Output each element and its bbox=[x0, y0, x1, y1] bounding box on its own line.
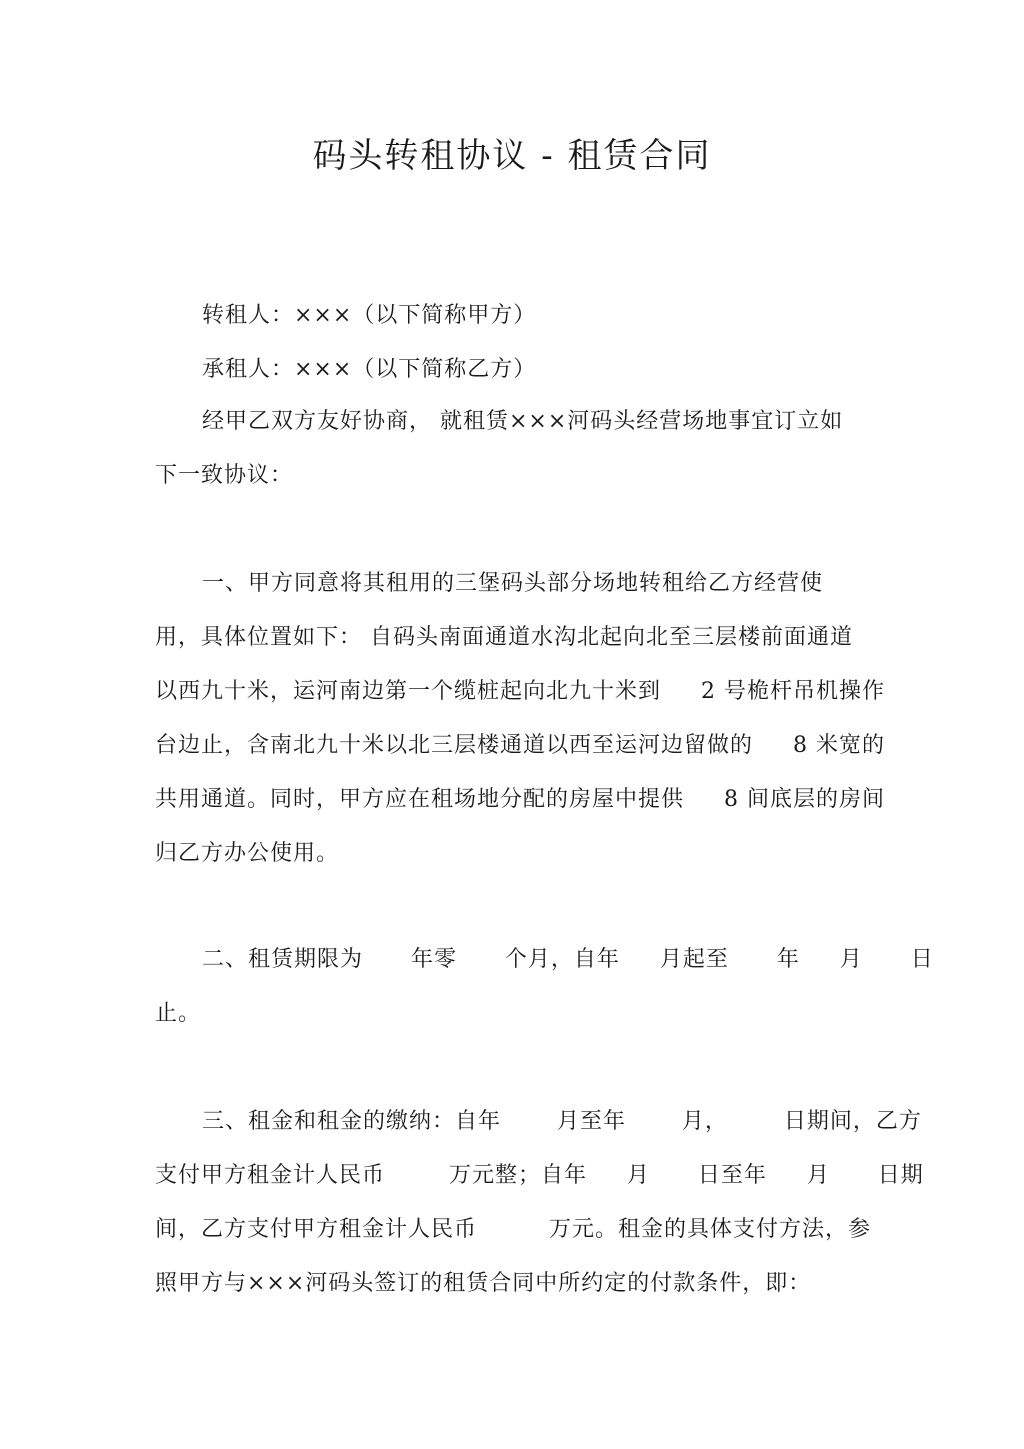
party-a-line: 转租人：×××（以下简称甲方） bbox=[202, 303, 537, 328]
clause-3-line-3: 间，乙方支付甲方租金计人民币 万元。租金的具体支付方法，参 bbox=[155, 1217, 871, 1242]
clause-1-line-4: 台边止，含南北九十米以北三层楼通道以西至运河边留做的 8 米宽的 bbox=[155, 733, 885, 758]
clause-3-line-4: 照甲方与×××河码头签订的租赁合同中所约定的付款条件，即： bbox=[155, 1271, 812, 1296]
party-b-line: 承租人：×××（以下简称乙方） bbox=[202, 357, 537, 382]
clause-2-line-2: 止。 bbox=[155, 1001, 202, 1026]
document-title: 码头转租协议 - 租赁合同 bbox=[312, 136, 712, 176]
clause-1-line-6: 归乙方办公使用。 bbox=[155, 841, 340, 866]
clause-1-line-1: 一、甲方同意将其租用的三堡码头部分场地转租给乙方经营使 bbox=[202, 571, 824, 596]
preamble-line-1: 经甲乙双方友好协商， 就租赁×××河码头经营场地事宜订立如 bbox=[202, 409, 844, 434]
clause-3-line-2: 支付甲方租金计人民币 万元整；自年 月 日至年 月 日期 bbox=[155, 1163, 924, 1188]
clause-1-line-5: 共用通道。同时，甲方应在租场地分配的房屋中提供 8 间底层的房间 bbox=[155, 787, 885, 812]
clause-2-line-1: 二、租赁期限为 年零 个月，自年 月起至 年 月 日 bbox=[202, 947, 934, 972]
clause-1-line-2: 用，具体位置如下： 自码头南面通道水沟北起向北至三层楼前面通道 bbox=[155, 625, 853, 650]
clause-3-line-1: 三、租金和租金的缴纳：自年 月至年 月， 日期间，乙方 bbox=[202, 1109, 922, 1134]
preamble-line-2: 下一致协议： bbox=[155, 463, 294, 488]
clause-1-line-3: 以西九十米，运河南边第一个缆桩起向北九十米到 2 号桅杆吊机操作 bbox=[155, 679, 885, 704]
